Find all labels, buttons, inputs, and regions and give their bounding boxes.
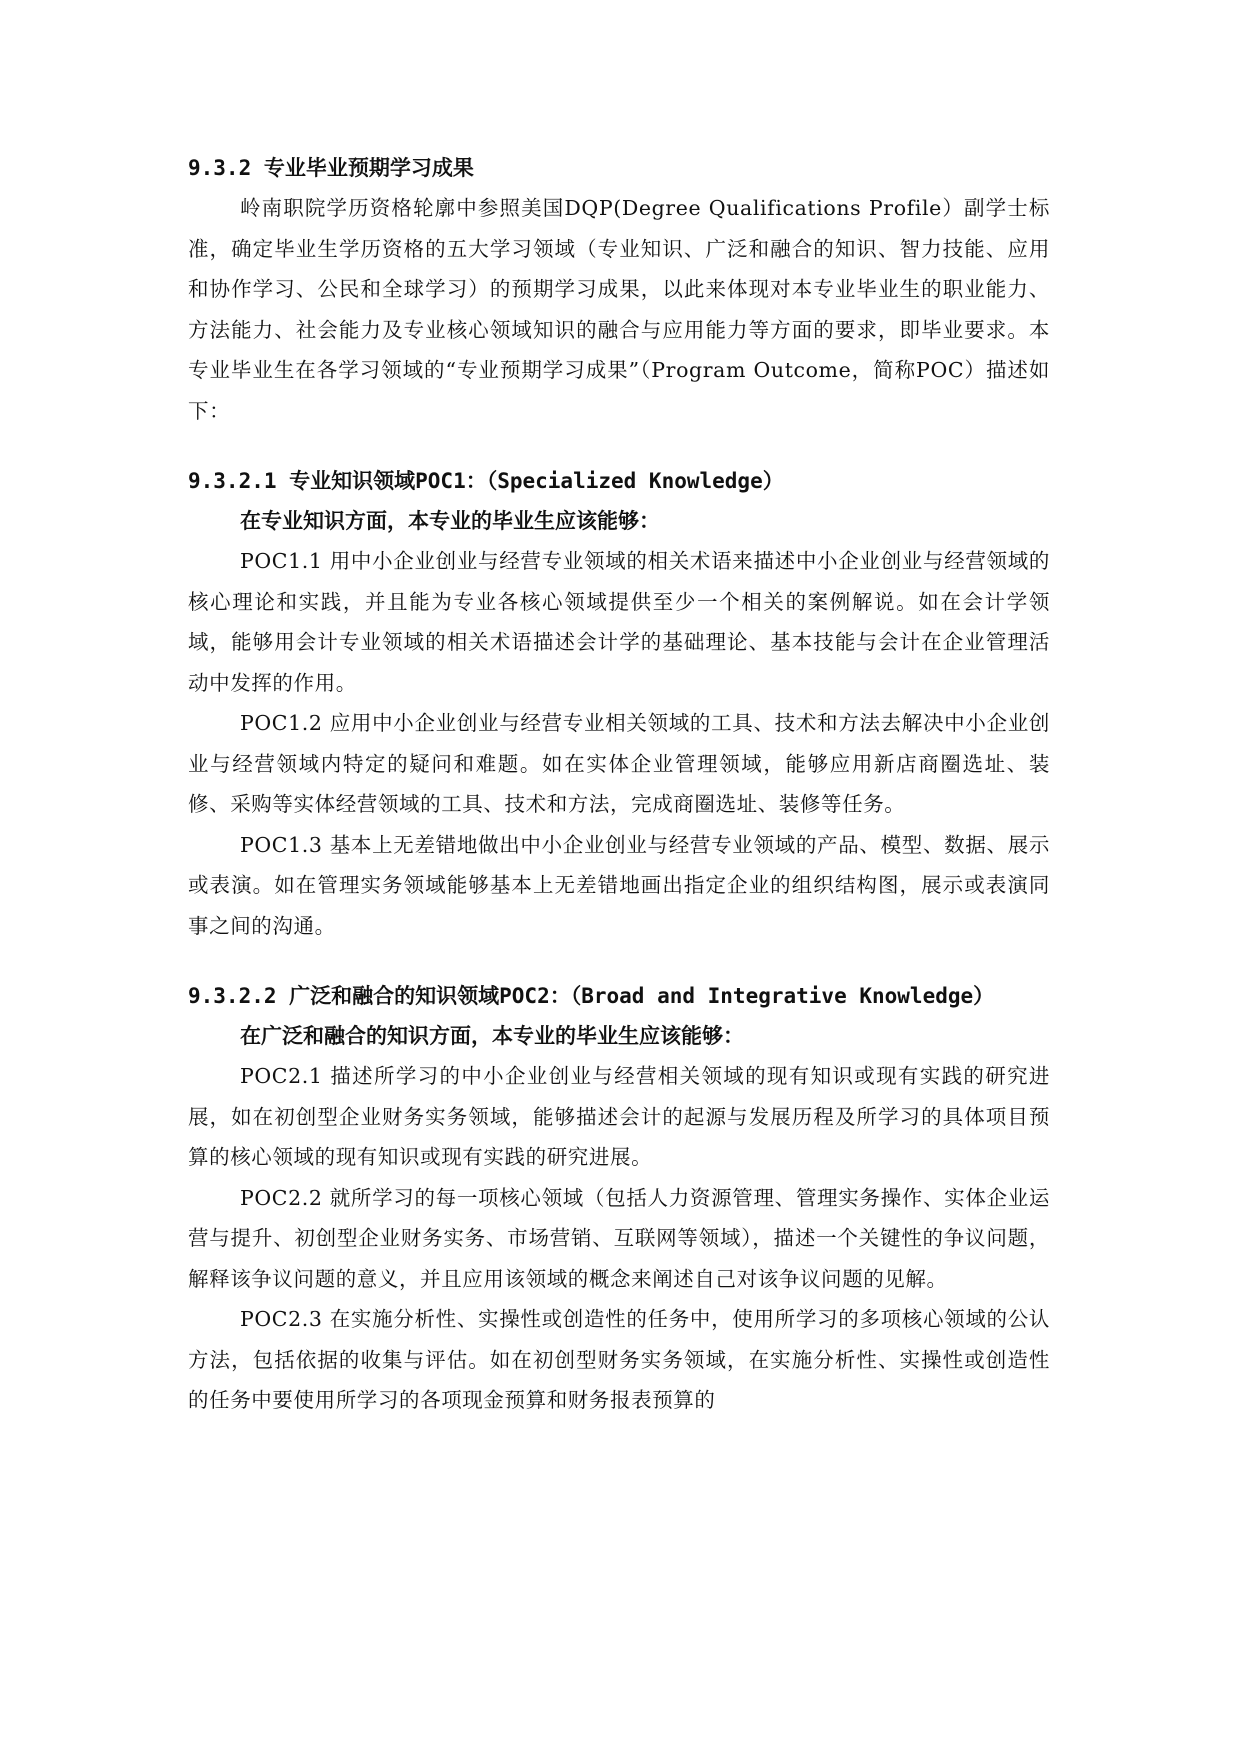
section-9-3-2-2-subheading: 在广泛和融合的知识方面，本专业的毕业生应该能够： bbox=[240, 1024, 744, 1048]
document-content bbox=[188, 148, 1050, 1421]
section-gap bbox=[188, 431, 1050, 461]
poc1-3-paragraph: POC1.3 基本上无差错地做出中小企业创业与经营专业领域的产品、模型、数据、展示或表演。如在管理实务领域能够基本上无差错地画出指定企业的组织结构图，展示或表演同事之间的沟通。 bbox=[188, 832, 1050, 938]
poc1-2-paragraph: POC1.2 应用中小企业创业与经营专业相关领域的工具、技术和方法去解决中小企业创业与经营领域内特定的疑问和难题。如在实体企业管理领域，能够应用新店商圈选址、装修、采购等实体经营领域的工具、技术和方法，完成商圈选址、装修等任务。 bbox=[188, 711, 1050, 816]
section-gap bbox=[188, 946, 1050, 976]
poc2-3-paragraph: POC2.3 在实施分析性、实操性或创造性的任务中，使用所学习的多项核心领域的公认方法，包括依据的收集与评估。如在初创型财务实务领域，在实施分析性、实操性或创造性的任务中要使用所学习的各项现金预算和财务报表预算的 bbox=[188, 1307, 1050, 1412]
poc1-1-paragraph: POC1.1 用中小企业创业与经营专业领域的相关术语来描述中小企业创业与经营领域的核心理论和实践，并且能为专业各核心领域提供至少一个相关的案例解说。如在会计学领域，能够用会计专业领域的相关术语描述会计学的基础理论、基本技能与会计在企业管理活动中发挥的作用。 bbox=[188, 549, 1050, 695]
section-9-3-2-heading: 9.3.2 专业毕业预期学习成果 bbox=[188, 156, 474, 180]
section-9-3-2-intro: 岭南职院学历资格轮廓中参照美国DQP(Degree Qualifications Profile）副学士标准，确定毕业生学历资格的五大学习领域（专业知识、广泛和融合的知识、智力技能、应用和协作学习、公民和全球学习）的预期学习成果，以此来体现对本专业毕业生的职业能力、方法能力、社会能力及专业核心领域知识的融合与应用能力等方面的要求，即毕业要求。本专业毕业生在各学习领域的“专业预期学习成果”（Program Outcome，简称POC）描述如下： bbox=[188, 196, 1050, 423]
section-9-3-2-1-subheading: 在专业知识方面，本专业的毕业生应该能够： bbox=[240, 509, 660, 533]
section-9-3-2-2-heading: 9.3.2.2 广泛和融合的知识领域POC2：（Broad and Integrative Knowledge） bbox=[188, 984, 995, 1008]
poc2-2-paragraph: POC2.2 就所学习的每一项核心领域（包括人力资源管理、管理实务操作、实体企业运营与提升、初创型企业财务实务、市场营销、互联网等领域），描述一个关键性的争议问题，解释该争议问题的意义，并且应用该领域的概念来阐述自己对该争议问题的见解。 bbox=[188, 1185, 1050, 1291]
poc2-1-paragraph: POC2.1 描述所学习的中小企业创业与经营相关领域的现有知识或现有实践的研究进展，如在初创型企业财务实务领域，能够描述会计的起源与发展历程及所学习的具体项目预算的核心领域的现有知识或现有实践的研究进展。 bbox=[188, 1064, 1050, 1169]
section-9-3-2-1-heading: 9.3.2.1 专业知识领域POC1：（Specialized Knowledge） bbox=[188, 469, 784, 493]
